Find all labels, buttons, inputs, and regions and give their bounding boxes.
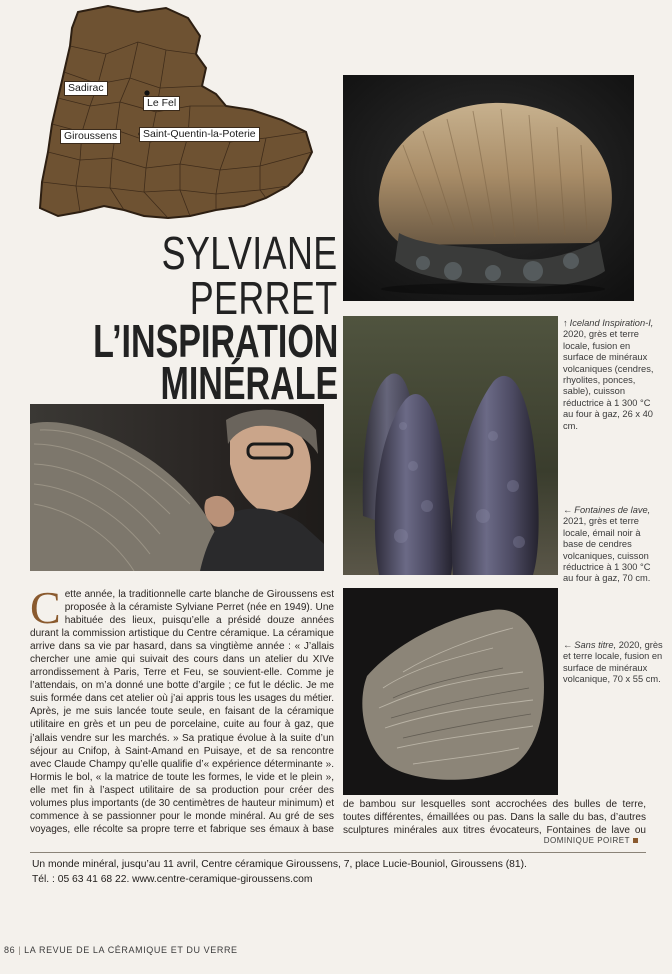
magazine-name: LA REVUE DE LA CÉRAMIQUE ET DU VERRE <box>24 945 238 955</box>
map-label-sadirac: Sadirac <box>64 81 108 96</box>
drop-cap: C <box>30 588 61 633</box>
article-text-2: de bambou sur lesquelles sont accrochées des bulles de terre, toutes différentes, émaillées ou pas. Dans la salle du bas, d’autres sculptures minérales aux titres évocateurs, Fontaines de lave ou <box>343 799 646 837</box>
title-subtitle-line1: L’INSPIRATION <box>92 315 338 367</box>
map-label-saint-quentin: Saint-Quentin-la-Poterie <box>139 127 260 142</box>
contact-info: Tél. : 05 63 41 68 22. www.centre-ceramique-giroussens.com <box>32 874 313 885</box>
caption-text: 2021, grès et terre locale, émail noir à base de cendres volcaniques, cuisson réductrice à 1 300 °C au four à gaz, 70 cm. <box>563 516 651 584</box>
map-label-giroussens: Giroussens <box>60 129 121 144</box>
caption-fontaines-de-lave <box>563 505 663 585</box>
caption-title: Sans titre, <box>574 640 617 650</box>
title-first-name: SYLVIANE <box>162 227 338 279</box>
article-column-1 <box>30 588 334 836</box>
title-last-name: PERRET <box>190 272 338 324</box>
footer-separator: | <box>18 945 22 955</box>
photo-iceland-inspiration <box>343 75 634 301</box>
article-column-2 <box>343 798 646 838</box>
photo-sans-titre <box>343 588 558 795</box>
divider <box>30 852 646 853</box>
author-name: DOMINIQUE POIRET <box>543 836 630 845</box>
caption-text: 2020, grès et terre locale, fusion en surface de minéraux volcanique, 70 x 55 cm. <box>563 640 663 685</box>
page-number: 86 <box>4 945 16 955</box>
arrow-up-icon: ↑ <box>563 318 568 328</box>
exhibition-info: Un monde minéral, jusqu’au 11 avril, Centre céramique Giroussens, 7, place Lucie-Bouniol, Giroussens (81). <box>32 859 527 870</box>
article-text-1: ette année, la traditionnelle carte blanche de Giroussens est proposée à la céramiste Sylviane Perret (née en 1949). Une habituée des lieux, puisqu’elle a présidé douze années durant la commission artistique du Centre céramique. La céramique arrive dans sa vie par hasard, dans sa vingtième année : « J’allais chercher une amie qui suivait des cours dans un atelier du XIVe arrondissement à Paris, Terre et Feu, se souvient-elle. Comme je l’attendais, on m’a donné une botte d’argile ; ce fut le déclic. Je me suis formée dans cet atelier où j’ai appris tous les usages du métier. Après, je me suis lancée toute seule, en faisant de la céramique utilitaire en grès et un peu de porcelaine, cuite au four à gaz, que j’allais vendre sur les marchés. » Sa pratique évolue à la suite d’un séjour au Cnifop, à Saint-Amand en Puisaye, et de sa rencontre avec Claude Champy qu’elle qualifie d’« expérience déterminante ». Hormis le bol, « la matrice de toute les formes, le vide et le plein », elle met fin à l’aspect utilitaire de sa production pour créer des volumes plus importants (de 30 centimètres de hauteur minimum) et commence à se passionner pour le monde minéral. Au gré de ses voyages, elle récolte sa propre terre et fabrique ses émaux à base <box>30 589 334 835</box>
author-signature <box>544 836 638 845</box>
end-mark-icon <box>633 838 638 843</box>
region-map <box>20 2 320 227</box>
caption-text: 2020, grès et terre locale, fusion en surface de minéraux volcaniques (cendres, rhyolites, ponces, sable), cuisson réductrice à 1 300 °C au four à gaz, 26 x 40 cm. <box>563 329 654 431</box>
photo-fontaines-de-lave <box>343 316 558 575</box>
arrow-left-icon: ← <box>563 505 573 515</box>
title-subtitle-line2: MINÉRALE <box>160 357 338 409</box>
caption-title: Iceland Inspiration-I, <box>569 318 654 328</box>
arrow-left-icon: ← <box>563 640 573 650</box>
photo-artist-at-work <box>30 404 324 571</box>
caption-iceland-inspiration <box>563 318 663 432</box>
page-footer <box>4 945 238 955</box>
caption-sans-titre <box>563 640 663 686</box>
caption-title: Fontaines de lave, <box>574 505 651 515</box>
region-map-shape <box>20 2 320 227</box>
map-label-le-fel: Le Fel <box>143 96 180 111</box>
